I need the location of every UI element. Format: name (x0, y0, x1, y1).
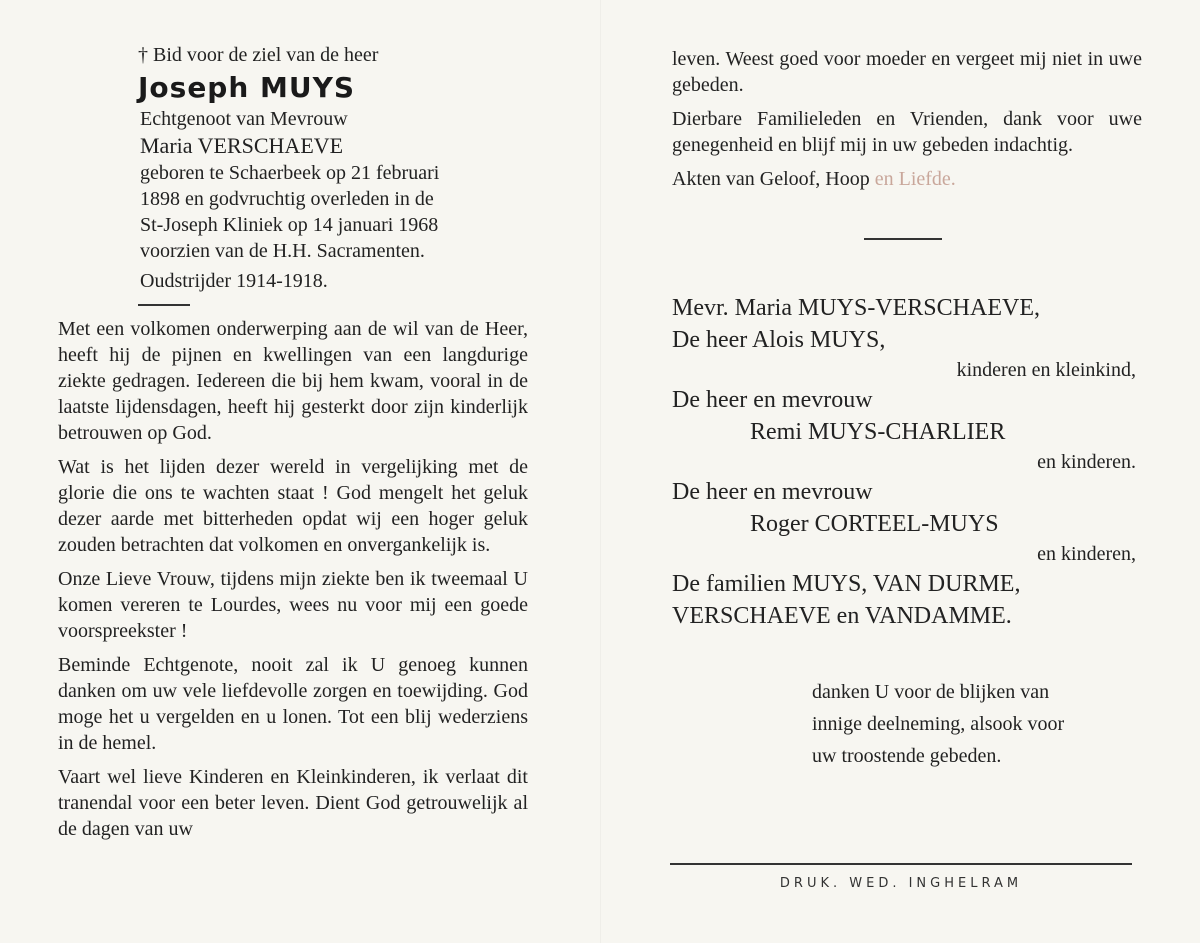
mourner-line: De heer en mevrouw (672, 387, 873, 413)
card-fold (600, 0, 601, 943)
acts-text: Akten van Geloof, Hoop (672, 168, 875, 190)
thanks-block (812, 676, 1142, 772)
divider-wrap (864, 238, 1142, 240)
divider (864, 238, 942, 240)
footer-rule (670, 863, 1132, 865)
thanks-line: danken U voor de blijken van (812, 681, 1050, 703)
family-thanks-paragraph: Dierbare Familieleden en Vrienden, dank voor uwe genegenheid en blijf mij in uw gebeden indachtig. (672, 108, 1142, 156)
spouse-label: Echtgenoot van Mevrouw (140, 108, 348, 130)
deceased-header (138, 42, 528, 306)
continuation-paragraph: leven. Weest goed voor moeder en vergeet mij niet in uwe gebeden. (672, 48, 1142, 96)
bio-line: geboren te Schaerbeek op 21 februari (140, 162, 440, 184)
veteran-line: Oudstrijder 1914-1918. (140, 270, 328, 292)
bio-line: 1898 en godvruchtig overleden in de (140, 188, 434, 210)
acts-line (672, 166, 1142, 192)
mourner-line: VERSCHAEVE en VANDAMME. (672, 603, 1012, 629)
divider (138, 304, 190, 306)
mourner-line: De heer Alois MUYS, (672, 327, 886, 353)
printer-credit: DRUK. WED. INGHELRAM (779, 876, 1023, 891)
mourner-line: De familien MUYS, VAN DURME, (672, 571, 1021, 597)
thanks-line: uw troostende gebeden. (812, 745, 1002, 767)
mourner-line: Mevr. Maria MUYS-VERSCHAEVE, (672, 295, 1040, 321)
bio-line: St-Joseph Kliniek op 14 januari 1968 (140, 214, 439, 236)
left-panel (58, 42, 528, 850)
cross-icon: † (138, 44, 148, 66)
acts-faded-text: en Liefde. (874, 168, 956, 190)
mourner-name: Remi MUYS-CHARLIER (750, 419, 1006, 445)
right-panel (672, 46, 1142, 772)
prayer-text: Bid voor de ziel van de heer (153, 44, 379, 66)
prayer-line (138, 42, 528, 68)
paragraph: Beminde Echtgenote, nooit zal ik U genoeg kunnen danken om uw vele liefdevolle zorgen en toewijding. God moge het u vergelden en u lonen. Tot een blij wederziens in de hemel. (58, 654, 528, 754)
mourner-subline: en kinderen. (1037, 451, 1136, 473)
spouse-name: Maria VERSCHAEVE (140, 133, 344, 158)
paragraph: Met een volkomen onderwerping aan de wil van de Heer, heeft hij de pijnen en kwellingen van een langdurige ziekte gedragen. Iedereen die bij hem kwam, vooral in de laatste lijdensdagen, heeft hij gesterkt door zijn kinderlijk betrouwen op God. (58, 318, 528, 444)
thanks-line: innige deelneming, alsook voor (812, 713, 1065, 735)
paragraph: Wat is het lijden dezer wereld in vergelijking met de glorie die ons te wachten staat ! God mengelt het geluk dezer aarde met bitterheden opdat wij een hoger geluk zouden betrachten dat volkomen en onvergankelijk is. (58, 456, 528, 556)
mourners-list (672, 292, 1142, 632)
mourner-name: Roger CORTEEL-MUYS (750, 511, 999, 537)
bio-line: voorzien van de H.H. Sacramenten. (140, 240, 425, 262)
mourner-line: De heer en mevrouw (672, 479, 873, 505)
paragraph: Onze Lieve Vrouw, tijdens mijn ziekte ben ik tweemaal U komen vereren te Lourdes, wees nu voor mij een goede voorspreekster ! (58, 568, 528, 642)
paragraph: Vaart wel lieve Kinderen en Kleinkinderen, ik verlaat dit tranendal voor een beter leven. Dient God getrouwelijk al de dagen van uw (58, 766, 528, 840)
mourner-subline: en kinderen, (1037, 543, 1136, 565)
mourner-subline: kinderen en kleinkind, (956, 359, 1136, 381)
deceased-name: Joseph MUYS (138, 71, 356, 104)
